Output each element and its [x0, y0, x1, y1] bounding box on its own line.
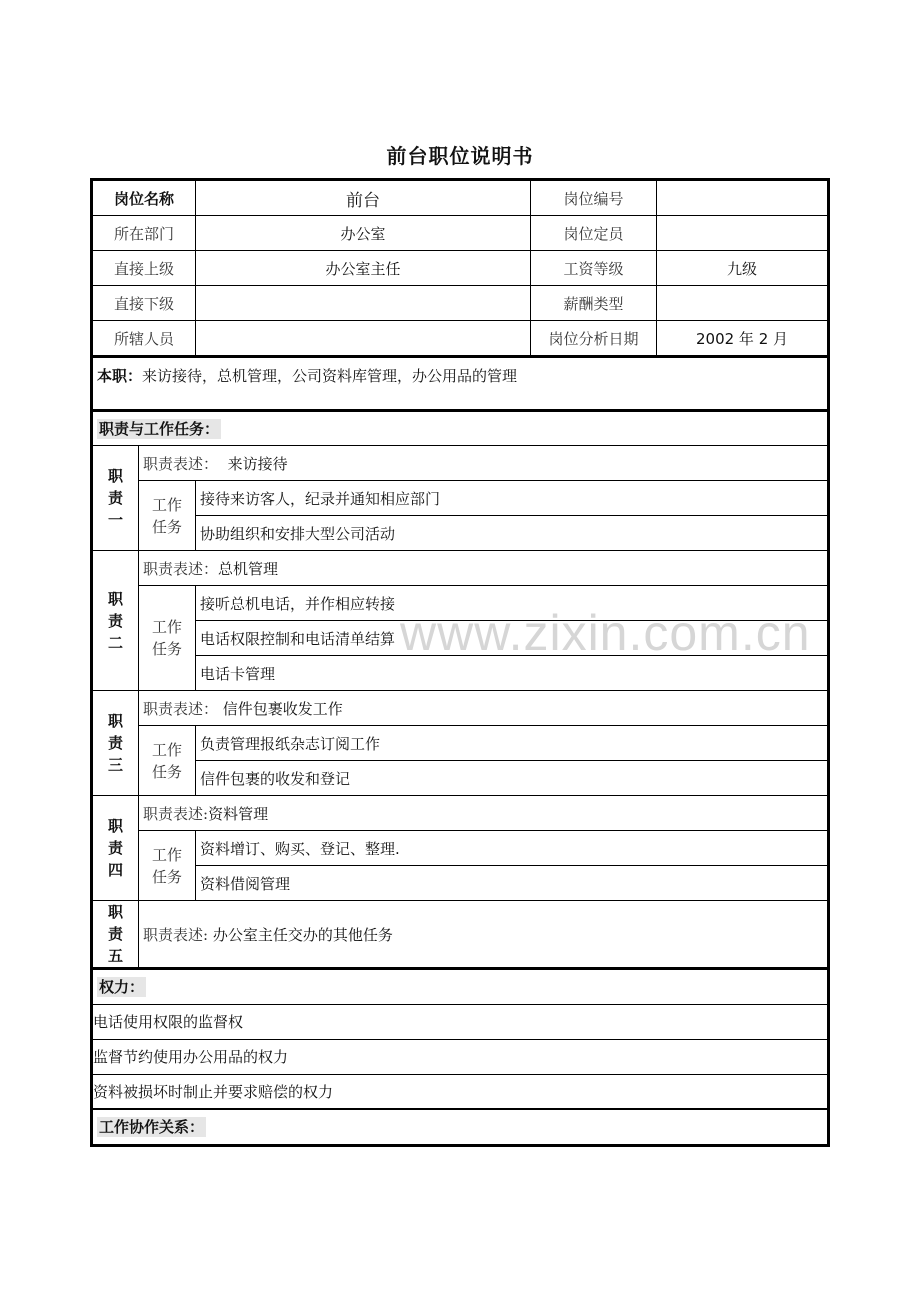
duty-5-description: 职责表述: 办公室主任交办的其他任务	[139, 901, 828, 968]
duty-1-task-2: 协助组织和安排大型公司活动	[196, 516, 828, 551]
duties-table	[92, 410, 828, 969]
watermark: www.zixin.com.cn	[400, 605, 811, 661]
label-direct-superior: 直接上级	[93, 251, 196, 286]
duty-1-label: 职 责 一	[93, 446, 139, 551]
duty-2-task-3: 电话卡管理	[196, 656, 828, 691]
duty-1-description: 职责表述： 来访接待	[139, 446, 828, 481]
value-staff-under	[196, 321, 531, 356]
duty-1-task-label: 工作 任务	[139, 481, 196, 551]
duty-4-description: 职责表述:资料管理	[139, 796, 828, 831]
job-description-form	[90, 178, 830, 1147]
powers-table	[92, 968, 828, 1145]
value-direct-subordinate	[196, 286, 531, 321]
powers-section-header: 权力：	[93, 969, 828, 1004]
job-summary	[93, 357, 828, 409]
power-item: 资料被损坏时制止并要求赔偿的权力	[93, 1074, 828, 1109]
value-position-name: 前台	[196, 181, 531, 216]
duty-3-task-1: 负责管理报纸杂志订阅工作	[196, 726, 828, 761]
duty-2-label: 职 责 二	[93, 551, 139, 691]
label-position-name: 岗位名称	[93, 181, 196, 216]
duty-1-task-1: 接待来访客人，纪录并通知相应部门	[196, 481, 828, 516]
label-pay-type: 薪酬类型	[531, 286, 657, 321]
power-item: 电话使用权限的监督权	[93, 1004, 828, 1039]
value-pay-type	[657, 286, 828, 321]
label-staff-under: 所辖人员	[93, 321, 196, 356]
duty-5-label: 职 责 五	[93, 901, 139, 968]
duties-section-header: 职责与工作任务：	[93, 411, 828, 446]
document-title: 前台职位说明书	[386, 144, 534, 168]
label-department: 所在部门	[93, 216, 196, 251]
duty-3-label: 职 责 三	[93, 691, 139, 796]
value-analysis-date: 2002 年 2 月	[657, 321, 828, 356]
duty-2-task-2: 电话权限控制和电话清单结算	[196, 621, 828, 656]
label-staffing: 岗位定员	[531, 216, 657, 251]
summary-label: 本职：	[97, 367, 143, 385]
duty-4-task-2: 资料借阅管理	[196, 866, 828, 901]
label-position-code: 岗位编号	[531, 181, 657, 216]
power-item: 监督节约使用办公用品的权力	[93, 1039, 828, 1074]
header-table	[92, 180, 828, 356]
summary-text: 来访接待，总机管理，公司资料库管理，办公用品的管理	[142, 367, 518, 385]
value-position-code	[657, 181, 828, 216]
duty-4-task-label: 工作 任务	[139, 831, 196, 901]
value-salary-grade: 九级	[657, 251, 828, 286]
duty-4-label: 职 责 四	[93, 796, 139, 901]
duty-2-task-label: 工作 任务	[139, 586, 196, 691]
duty-4-task-1: 资料增订、购买、登记、整理.	[196, 831, 828, 866]
duty-3-description: 职责表述： 信件包裹收发工作	[139, 691, 828, 726]
duty-2-task-1: 接听总机电话，并作相应转接	[196, 586, 828, 621]
summary-table	[92, 356, 828, 410]
value-staffing	[657, 216, 828, 251]
duty-3-task-2: 信件包裹的收发和登记	[196, 761, 828, 796]
value-direct-superior: 办公室主任	[196, 251, 531, 286]
duty-3-task-label: 工作 任务	[139, 726, 196, 796]
cooperation-section-header: 工作协作关系：	[93, 1109, 828, 1144]
value-department: 办公室	[196, 216, 531, 251]
label-salary-grade: 工资等级	[531, 251, 657, 286]
label-analysis-date: 岗位分析日期	[531, 321, 657, 356]
duty-2-description: 职责表述：总机管理	[139, 551, 828, 586]
label-direct-subordinate: 直接下级	[93, 286, 196, 321]
